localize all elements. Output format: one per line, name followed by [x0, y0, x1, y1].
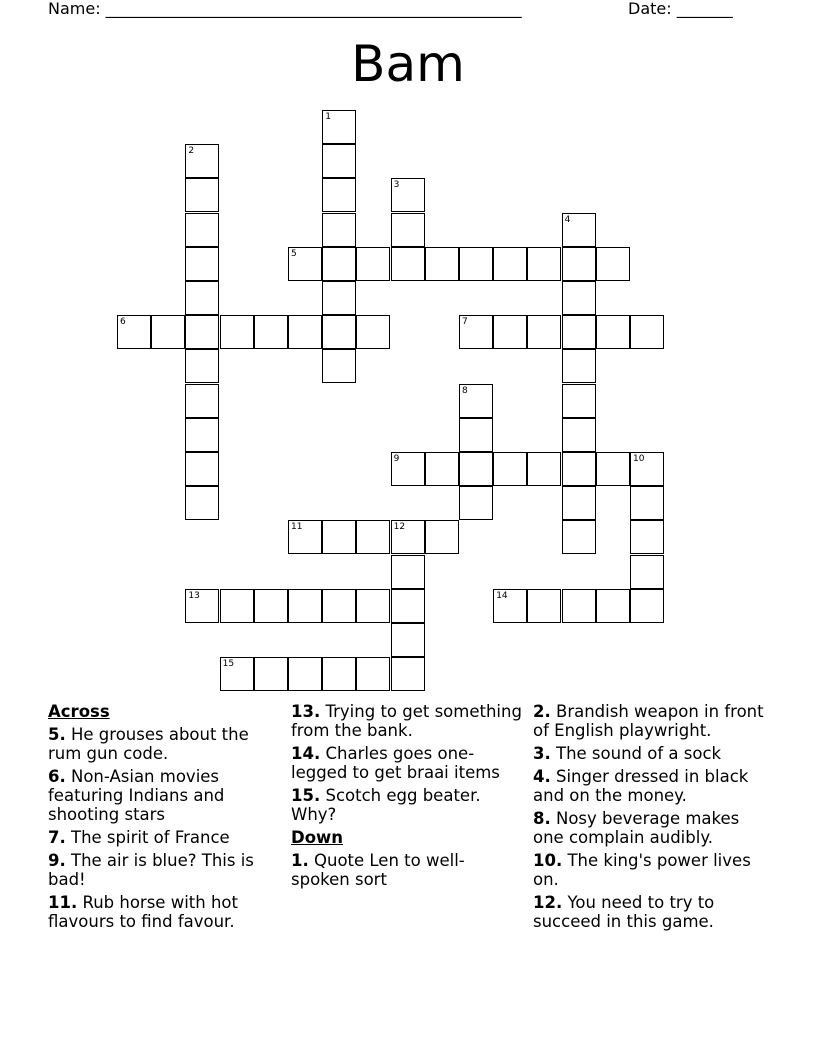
grid-cell[interactable] — [391, 555, 425, 589]
clue-number: 13. — [291, 702, 321, 721]
clues-column-2 — [291, 702, 523, 893]
grid-cell[interactable] — [493, 315, 527, 349]
clue-number: 6. — [48, 767, 66, 786]
grid-cell[interactable] — [391, 520, 425, 554]
grid-cell[interactable] — [391, 657, 425, 691]
grid-cell[interactable] — [527, 315, 561, 349]
grid-cell[interactable] — [459, 315, 493, 349]
grid-cell[interactable] — [391, 589, 425, 623]
grid-cell[interactable] — [596, 452, 630, 486]
grid-cell[interactable] — [356, 589, 390, 623]
grid-cell[interactable] — [322, 110, 356, 144]
grid-cell[interactable] — [562, 589, 596, 623]
clue-text: The air is blue? This is bad! — [48, 851, 254, 889]
grid-cell[interactable] — [185, 144, 219, 178]
clue-item — [48, 725, 280, 763]
clue-number: 4. — [533, 767, 551, 786]
clue-number: 12. — [533, 893, 563, 912]
grid-cell[interactable] — [425, 452, 459, 486]
clues-column-1 — [48, 702, 280, 935]
grid-cell[interactable] — [288, 247, 322, 281]
clue-text: Rub horse with hot flavours to find favour. — [48, 893, 238, 931]
clue-text: Singer dressed in black and on the money. — [533, 767, 749, 805]
clue-text: Trying to get something from the bank. — [291, 702, 522, 740]
grid-cell[interactable] — [562, 418, 596, 452]
clue-number: 2. — [533, 702, 551, 721]
clue-text: The spirit of France — [65, 828, 230, 847]
clue-number: 15. — [291, 786, 321, 805]
grid-cell[interactable] — [562, 349, 596, 383]
grid-cell[interactable] — [459, 452, 493, 486]
grid-cell[interactable] — [459, 247, 493, 281]
grid-cell[interactable] — [322, 589, 356, 623]
grid-cell[interactable] — [630, 452, 664, 486]
grid-cell[interactable] — [356, 247, 390, 281]
cell-number: 6 — [120, 317, 126, 328]
cell-number: 1 — [325, 112, 331, 122]
grid-cell[interactable] — [562, 486, 596, 520]
grid-cell[interactable] — [562, 315, 596, 349]
clue-item — [291, 786, 523, 824]
grid-cell[interactable] — [562, 247, 596, 281]
grid-cell[interactable] — [630, 486, 664, 520]
clue-item — [48, 851, 280, 889]
grid-cell[interactable] — [391, 623, 425, 657]
grid-cell[interactable] — [322, 281, 356, 315]
clue-item — [533, 809, 765, 847]
clue-number: 3. — [533, 744, 551, 763]
cell-number: 7 — [462, 317, 468, 328]
clue-item — [48, 828, 280, 847]
grid-cell[interactable] — [220, 589, 254, 623]
grid-cell[interactable] — [322, 315, 356, 349]
grid-cell[interactable] — [185, 213, 219, 247]
grid-cell[interactable] — [322, 213, 356, 247]
grid-cell[interactable] — [630, 555, 664, 589]
grid-cell[interactable] — [185, 281, 219, 315]
grid-cell[interactable] — [562, 520, 596, 554]
clue-number: 1. — [291, 851, 309, 870]
clues-column-3 — [533, 702, 765, 935]
grid-cell[interactable] — [459, 418, 493, 452]
grid-cell[interactable] — [117, 315, 151, 349]
cell-number: 4 — [564, 214, 571, 225]
clue-text: Scotch egg beater. Why? — [291, 786, 481, 824]
clue-text: Non-Asian movies featuring Indians and shooting stars — [48, 767, 225, 824]
grid-cell[interactable] — [630, 589, 664, 623]
grid-cell[interactable] — [459, 384, 493, 418]
cell-number: 9 — [393, 454, 400, 464]
grid-cell[interactable] — [562, 281, 596, 315]
cell-number: 2 — [188, 146, 195, 157]
grid-cell[interactable] — [527, 589, 561, 623]
grid-cell[interactable] — [391, 178, 425, 212]
grid-cell[interactable] — [322, 144, 356, 178]
grid-cell[interactable] — [356, 657, 390, 691]
clue-text: The sound of a sock — [550, 744, 722, 763]
grid-cell[interactable] — [151, 315, 185, 349]
grid-cell[interactable] — [185, 247, 219, 281]
cell-number: 11 — [291, 522, 303, 533]
clue-item — [533, 851, 765, 889]
grid-cell[interactable] — [185, 486, 219, 520]
grid-cell[interactable] — [425, 247, 459, 281]
grid-cell[interactable] — [596, 247, 630, 281]
grid-cell[interactable] — [630, 315, 664, 349]
clue-item — [533, 893, 765, 931]
clue-item — [533, 767, 765, 805]
grid-cell[interactable] — [185, 178, 219, 212]
grid-cell[interactable] — [493, 452, 527, 486]
grid-cell[interactable] — [322, 247, 356, 281]
grid-cell[interactable] — [288, 657, 322, 691]
clue-item — [48, 893, 280, 931]
grid-cell[interactable] — [527, 247, 561, 281]
cell-number: 13 — [188, 590, 200, 601]
grid-cell[interactable] — [322, 657, 356, 691]
clue-number: 14. — [291, 744, 321, 763]
grid-cell[interactable] — [493, 589, 527, 623]
cell-number: 5 — [291, 248, 297, 259]
grid-cell[interactable] — [391, 213, 425, 247]
clue-item — [291, 744, 523, 782]
clue-number: 7. — [48, 828, 66, 847]
grid-cell[interactable] — [254, 315, 288, 349]
cell-number: 15 — [222, 659, 235, 670]
grid-cell[interactable] — [562, 213, 596, 247]
grid-cell[interactable] — [356, 520, 390, 554]
clue-text: Brandish weapon in front of English playwright. — [533, 702, 764, 740]
clue-text: You need to try to succeed in this game. — [533, 893, 715, 931]
grid-cell[interactable] — [425, 520, 459, 554]
grid-cell[interactable] — [185, 349, 219, 383]
clue-text: Nosy beverage makes one complain audibly. — [533, 809, 740, 847]
clue-text: He grouses about the rum gun code. — [48, 725, 249, 763]
cell-number: 8 — [462, 385, 468, 396]
clue-item — [291, 851, 523, 889]
across-heading: Across — [48, 702, 110, 721]
grid-cell[interactable] — [527, 452, 561, 486]
grid-cell[interactable] — [185, 315, 219, 349]
grid-cell[interactable] — [322, 178, 356, 212]
date-field-label: Date: _______ — [628, 0, 733, 18]
cell-number: 3 — [393, 180, 400, 191]
grid-cell[interactable] — [185, 589, 219, 623]
grid-cell[interactable] — [185, 384, 219, 418]
grid-cell[interactable] — [596, 315, 630, 349]
grid-cell[interactable] — [322, 349, 356, 383]
grid-cell[interactable] — [391, 452, 425, 486]
clue-item — [48, 767, 280, 824]
clue-text: The king's power lives on. — [533, 851, 751, 889]
clue-text: Quote Len to well-spoken sort — [291, 851, 465, 889]
grid-cell[interactable] — [459, 486, 493, 520]
name-field-label: Name: ____________________________________________________ — [48, 0, 522, 18]
grid-cell[interactable] — [254, 657, 288, 691]
grid-cell[interactable] — [254, 589, 288, 623]
grid-cell[interactable] — [596, 589, 630, 623]
grid-cell[interactable] — [288, 520, 322, 554]
clue-number: 5. — [48, 725, 66, 744]
grid-cell[interactable] — [391, 247, 425, 281]
down-heading: Down — [291, 828, 344, 847]
clue-text: Charles goes one-legged to get braai items — [291, 744, 500, 782]
clue-item — [533, 744, 765, 763]
grid-cell[interactable] — [185, 452, 219, 486]
clue-item — [533, 702, 765, 740]
clue-item — [291, 702, 523, 740]
grid-cell[interactable] — [493, 247, 527, 281]
grid-cell[interactable] — [288, 315, 322, 349]
grid-cell[interactable] — [356, 315, 390, 349]
grid-cell[interactable] — [562, 384, 596, 418]
grid-cell[interactable] — [220, 315, 254, 349]
grid-cell[interactable] — [185, 418, 219, 452]
grid-cell[interactable] — [220, 657, 254, 691]
clue-number: 8. — [533, 809, 551, 828]
grid-cell[interactable] — [630, 520, 664, 554]
cell-number: 12 — [393, 522, 406, 533]
cell-number: 10 — [633, 454, 645, 464]
grid-cell[interactable] — [288, 589, 322, 623]
grid-cell[interactable] — [322, 520, 356, 554]
cell-number: 14 — [496, 590, 508, 601]
grid-cell[interactable] — [562, 452, 596, 486]
puzzle-title: Bam — [351, 35, 465, 93]
clue-number: 9. — [48, 851, 66, 870]
clue-number: 11. — [48, 893, 78, 912]
clue-number: 10. — [533, 851, 563, 870]
